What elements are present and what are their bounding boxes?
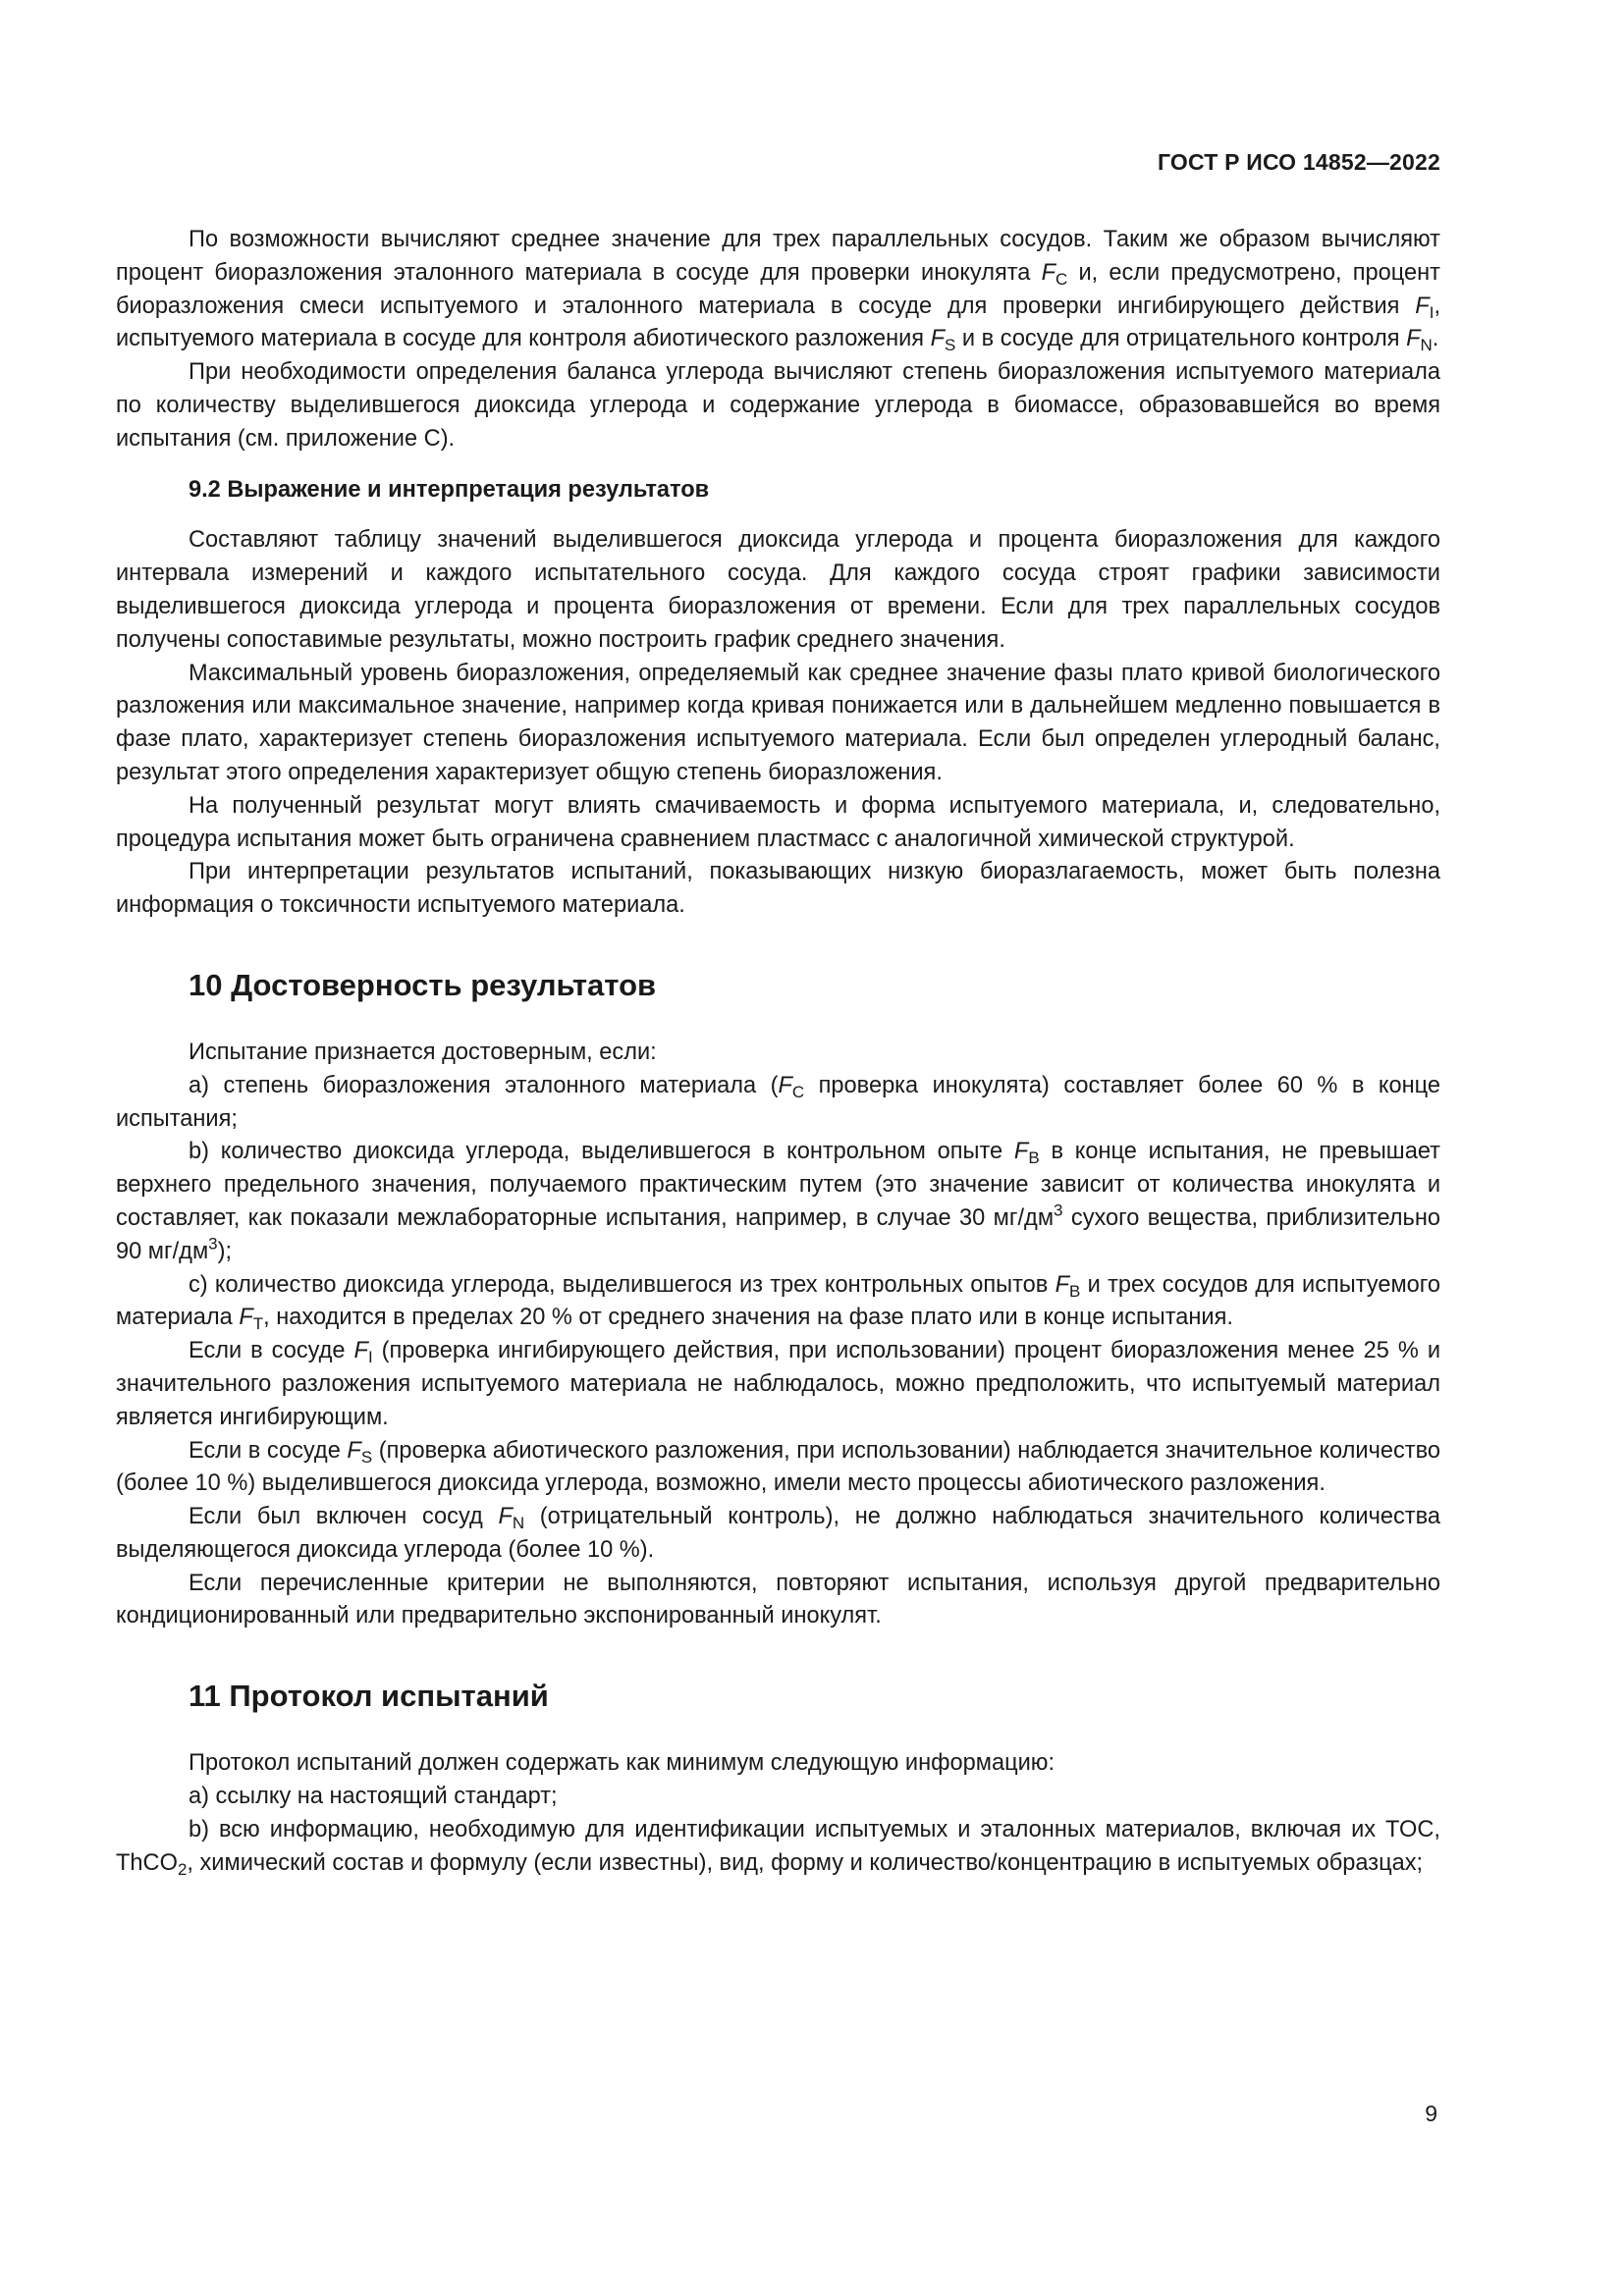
paragraph: Если был включен сосуд $F_N$ (отрицательный контроль), не должно наблюдаться значительного количества выделяющегося диоксида углерода (более 10 %). bbox=[116, 1504, 1440, 1563]
section-heading-10: 10 Достоверность результатов bbox=[189, 967, 657, 1002]
paragraph: Если перечисленные критерии не выполняются, повторяют испытания, используя другой предварительно кондиционированный или предварительно экспонированный инокулят. bbox=[116, 1570, 1440, 1629]
section-heading-9-2: 9.2 Выражение и интерпретация результатов bbox=[189, 476, 710, 503]
paragraph: Испытание признается достоверным, если: bbox=[189, 1039, 657, 1065]
paragraph: Если в сосуде $F_I$ (проверка ингибирующего действия, при использовании) процент биоразложения менее 25 % и значительного разложения испытуемого материала не наблюдалось, можно предположить, что испытуемый материал является ингибирующим. bbox=[116, 1338, 1440, 1430]
paragraph: Максимальный уровень биоразложения, определяемый как среднее значение фазы плато кривой биологического разложения или максимальное значение, например когда кривая понижается или в дальнейшем медленно повышается в фазе плато, характеризует степень биоразложения испытуемого материала. Если был определен углеродный баланс, результат этого определения характеризует общую степень биоразложения. bbox=[116, 660, 1440, 785]
page-number: 9 bbox=[1425, 2101, 1437, 2126]
section-heading-11: 11 Протокол испытаний bbox=[189, 1679, 549, 1714]
paragraph: Протокол испытаний должен содержать как минимум следующую информацию: bbox=[189, 1750, 1056, 1777]
paragraph: Если в сосуде $F_S$ (проверка абиотического разложения, при использовании) наблюдается значительное количество (более 10 %) выделившегося диоксида углерода, возможно, имели место процессы абиотического разложения. bbox=[116, 1437, 1441, 1497]
paragraph: При необходимости определения баланса углерода вычисляют степень биоразложения испытуемого материала по количеству выделившегося диоксида углерода и содержание углерода в биомассе, образовавшейся во время испытания (см. приложение С). bbox=[116, 359, 1440, 452]
list-item: b) всю информацию, необходимую для идентификации испытуемых и эталонных материалов, включая их TOC, ThCO$_2$, химический состав и формулу (если известны), вид, форму и количество/концентрацию в испытуемых образцах; bbox=[116, 1816, 1440, 1879]
paragraph: При интерпретации результатов испытаний, показывающих низкую биоразлагаемость, может быть полезна информация о токсичности испытуемого материала. bbox=[116, 859, 1440, 919]
page-body bbox=[116, 224, 1440, 1880]
paragraph: По возможности вычисляют среднее значение для трех параллельных сосудов. Таким же образом вычисляют процент биоразложения эталонного материала в сосуде для проверки инокулята $F_C$ и, если предусмотрено, процент биоразложения смеси испытуемого и эталонного материала в сосуде для проверки ингибирующего действия $F_I$, испытуемого материала в сосуде для контроля абиотического разложения $F_S$ и в сосуде для отрицательного контроля $F_N$. bbox=[116, 227, 1440, 355]
paragraph: Составляют таблицу значений выделившегося диоксида углерода и процента биоразложения для каждого интервала измерений и каждого испытательного сосуда. Для каждого сосуда строят графики зависимости выделившегося диоксида углерода и процента биоразложения от времени. Если для трех параллельных сосудов получены сопоставимые результаты, можно построить график среднего значения. bbox=[116, 527, 1440, 653]
document-header: ГОСТ Р ИСО 14852—2022 bbox=[1157, 149, 1440, 175]
paragraph: На полученный результат могут влиять смачиваемость и форма испытуемого материала, и, следовательно, процедура испытания может быть ограничена сравнением пластмасс с аналогичной химической структурой. bbox=[116, 792, 1440, 852]
list-item: c) количество диоксида углерода, выделившегося из трех контрольных опытов $F_B$ и трех сосудов для испытуемого материала $F_T$, находится в пределах 20 % от среднего значения на фазе плато или в конце испытания. bbox=[116, 1271, 1441, 1334]
list-item: a) ссылку на настоящий стандарт; bbox=[189, 1784, 558, 1810]
list-item: b) количество диоксида углерода, выделившегося в контрольном опыте $F_B$ в конце испытания, не превышает верхнего предельного значения, получаемого практическим путем (это значение зависит от количества инокулята и составляет, как показали межлабораторные испытания, например, в случае 30 $мг/дм^3$ сухого вещества, приблизительно 90 $мг/дм^3$); bbox=[116, 1139, 1440, 1264]
list-item: a) степень биоразложения эталонного материала ($F_C$ проверка инокулята) составляет более 60 % в конце испытания; bbox=[116, 1072, 1440, 1132]
